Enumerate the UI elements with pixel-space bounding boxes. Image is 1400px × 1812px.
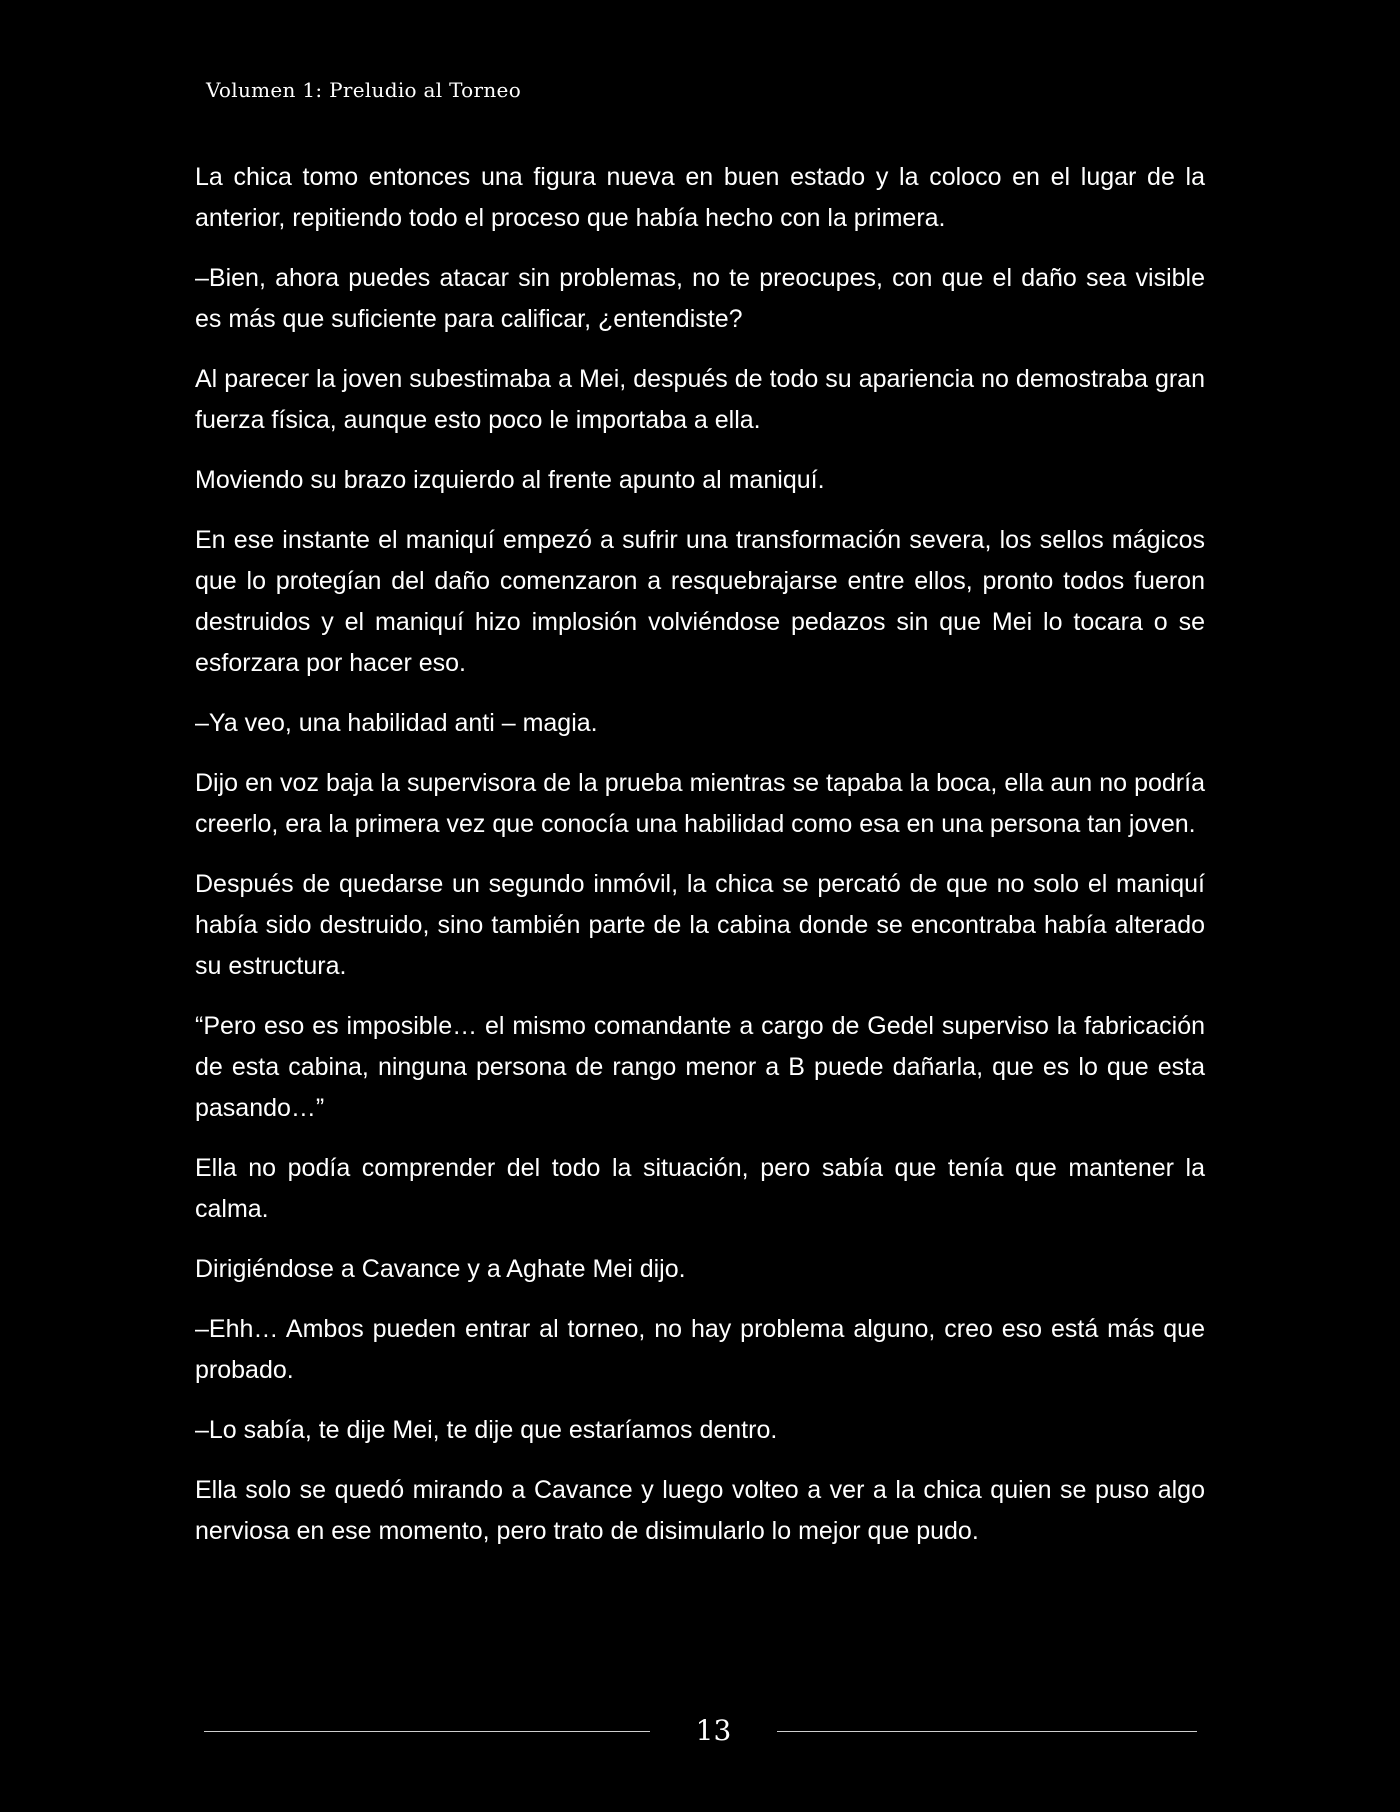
paragraph: –Ya veo, una habilidad anti – magia. xyxy=(195,709,598,737)
page-footer xyxy=(0,1712,1400,1752)
paragraph: Moviendo su brazo izquierdo al frente apunto al maniquí. xyxy=(195,466,825,494)
paragraph: Después de quedarse un segundo inmóvil, la chica se percató de que no solo el maniquí había sido destruido, sino también parte de la cabina donde se encontraba había alterado su estructura. xyxy=(195,870,1205,980)
paragraph: –Lo sabía, te dije Mei, te dije que estaríamos dentro. xyxy=(195,1416,778,1444)
page-number: 13 xyxy=(695,1714,732,1747)
paragraph: Al parecer la joven subestimaba a Mei, después de todo su apariencia no demostraba gran fuerza física, aunque esto poco le importaba a ella. xyxy=(195,365,1205,434)
paragraph: Ella solo se quedó mirando a Cavance y luego volteo a ver a la chica quien se puso algo nerviosa en ese momento, pero trato de disimularlo lo mejor que pudo. xyxy=(195,1476,1205,1545)
paragraph: “Pero eso es imposible… el mismo comandante a cargo de Gedel superviso la fabricación de esta cabina, ninguna persona de rango menor a B puede dañarla, que es lo que esta pasando…” xyxy=(195,1012,1205,1122)
body-text xyxy=(195,157,1205,1571)
paragraph: La chica tomo entonces una figura nueva en buen estado y la coloco en el lugar de la anterior, repitiendo todo el proceso que había hecho con la primera. xyxy=(195,163,1205,232)
paragraph: –Ehh… Ambos pueden entrar al torneo, no hay problema alguno, creo eso está más que probado. xyxy=(195,1315,1205,1384)
footer-rule-left xyxy=(204,1731,650,1732)
paragraph: En ese instante el maniquí empezó a sufrir una transformación severa, los sellos mágicos que lo protegían del daño comenzaron a resquebrajarse entre ellos, pronto todos fueron destruidos y el maniquí hizo implosión volviéndose pedazos sin que Mei lo tocara o se esforzara por hacer eso. xyxy=(195,526,1205,677)
paragraph: Dijo en voz baja la supervisora de la prueba mientras se tapaba la boca, ella aun no podría creerlo, era la primera vez que conocía una habilidad como esa en una persona tan joven. xyxy=(195,769,1205,838)
running-header: Volumen 1: Preludio al Torneo xyxy=(206,78,522,102)
footer-rule-right xyxy=(777,1731,1197,1732)
paragraph: Ella no podía comprender del todo la situación, pero sabía que tenía que mantener la calma. xyxy=(195,1154,1205,1223)
paragraph: –Bien, ahora puedes atacar sin problemas, no te preocupes, con que el daño sea visible es más que suficiente para calificar, ¿entendiste? xyxy=(195,264,1205,333)
paragraph: Dirigiéndose a Cavance y a Aghate Mei dijo. xyxy=(195,1255,686,1283)
